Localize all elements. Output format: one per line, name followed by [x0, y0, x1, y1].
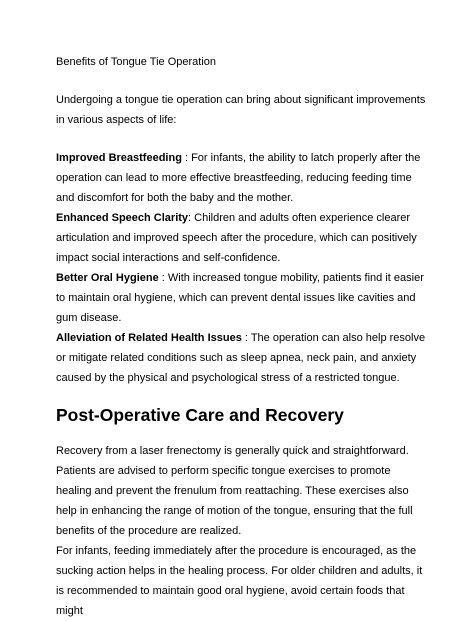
intro-paragraph: Undergoing a tongue tie operation can bring about significant improvements in various aspects of life: — [56, 94, 426, 126]
section-heading: Post-Operative Care and Recovery — [56, 405, 344, 425]
benefit-item-health-issues — [56, 328, 426, 388]
benefit-description: : The operation can also help resolve or mitigate related conditions such as sleep apnea, neck pain, and anxiety caused by the physical and psychological stress of a restricted tongue. — [56, 332, 426, 384]
benefit-item-breastfeeding — [56, 148, 426, 208]
recovery-section — [56, 441, 426, 621]
benefit-description: : Children and adults often experience clearer articulation and improved speech after the procedure, which can positively impact social interactions and self-confidence. — [56, 212, 417, 264]
benefit-description: : With increased tongue mobility, patients find it easier to maintain oral hygiene, which can prevent dental issues like cavities and gum disease. — [56, 272, 424, 324]
benefit-term: Alleviation of Related Health Issues — [56, 332, 242, 344]
benefit-term: Better Oral Hygiene — [56, 272, 159, 284]
benefit-item-oral-hygiene — [56, 268, 426, 328]
benefit-item-speech-clarity — [56, 208, 426, 268]
benefit-term: Improved Breastfeeding — [56, 152, 182, 164]
benefit-description: : For infants, the ability to latch properly after the operation can lead to more effective breastfeeding, reducing feeding time and discomfort for both the baby and the mother. — [56, 152, 421, 204]
recovery-paragraph: For infants, feeding immediately after the procedure is encouraged, as the sucking action helps in the healing process. For older children and adults, it is recommended to maintain good oral hygiene, avoid certain foods that might — [56, 545, 423, 617]
document-title: Benefits of Tongue Tie Operation — [56, 56, 217, 68]
recovery-paragraph: Recovery from a laser frenectomy is generally quick and straightforward. Patients are advised to perform specific tongue exercises to promote healing and prevent the frenulum from reattaching. These exercises also help in enhancing the range of motion of the tongue, ensuring that the full benefits of the procedure are realized. — [56, 445, 413, 537]
document-page — [56, 52, 426, 621]
benefit-term: Enhanced Speech Clarity — [56, 212, 189, 224]
benefits-list — [56, 148, 426, 388]
